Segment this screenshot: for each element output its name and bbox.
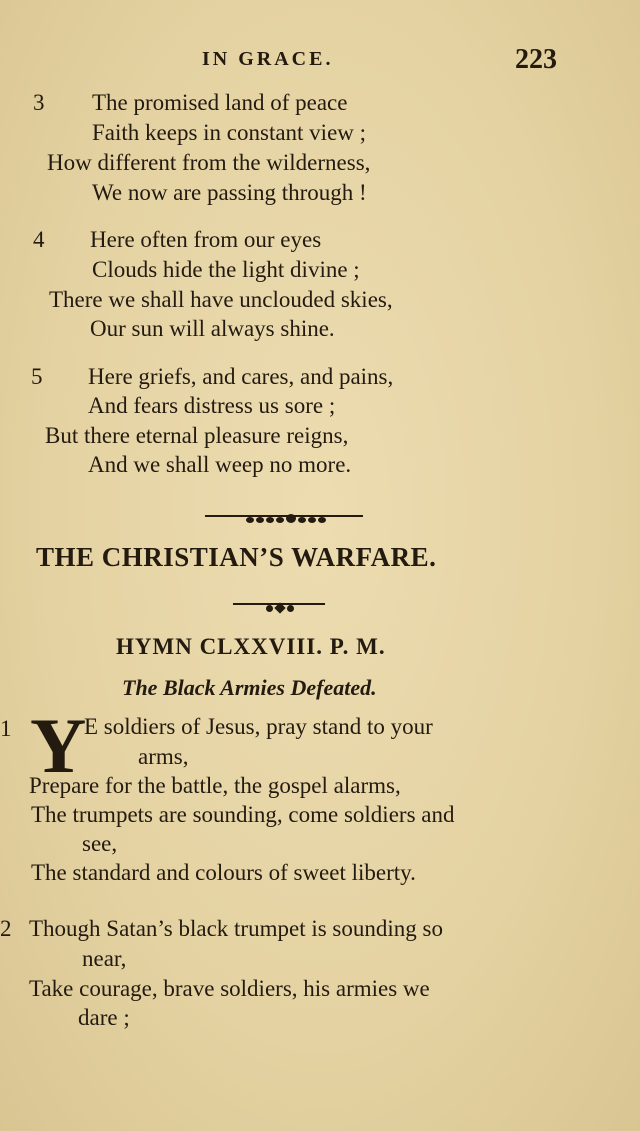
hymn-heading: HYMN CLXXVIII. P. M. — [116, 634, 386, 659]
verse-line: arms, — [138, 744, 189, 769]
verse-line: And fears distress us sore ; — [88, 393, 336, 418]
verse-line: But there eternal pleasure reigns, — [45, 423, 349, 448]
section-title: THE CHRISTIAN’S WARFARE. — [36, 542, 437, 572]
verse-line: The standard and colours of sweet liberty. — [31, 860, 416, 885]
ornamental-rule — [233, 598, 325, 610]
stanza-number: 5 — [31, 364, 43, 389]
verse-line: E soldiers of Jesus, pray stand to your — [84, 714, 433, 739]
ornamental-rule — [205, 510, 363, 522]
verse-line: The trumpets are sounding, come soldiers and — [31, 802, 455, 827]
verse-line: Prepare for the battle, the gospel alarms, — [29, 773, 401, 798]
verse-line: Here often from our eyes — [90, 227, 322, 252]
verse-line: Clouds hide the light divine ; — [92, 257, 360, 282]
verse-line: There we shall have unclouded skies, — [49, 287, 393, 312]
stanza-number: 2 — [0, 916, 12, 941]
page-number: 223 — [515, 44, 557, 75]
verse-line: Though Satan’s black trumpet is sounding so — [29, 916, 443, 941]
drop-cap: Y — [30, 702, 87, 789]
verse-line: Here griefs, and cares, and pains, — [88, 364, 394, 389]
running-title: IN GRACE. — [202, 48, 334, 70]
verse-line: see, — [82, 831, 118, 856]
stanza-number: 4 — [33, 227, 45, 252]
stanza-number: 1 — [0, 716, 12, 741]
verse-line: Our sun will always shine. — [90, 316, 335, 341]
stanza-number: 3 — [33, 90, 45, 115]
verse-line: And we shall weep no more. — [88, 452, 352, 477]
verse-line: Take courage, brave soldiers, his armies we — [29, 976, 430, 1001]
verse-line: dare ; — [78, 1005, 130, 1030]
verse-line: We now are passing through ! — [92, 180, 367, 205]
hymn-subtitle: The Black Armies Defeated. — [122, 675, 377, 700]
verse-line: Faith keeps in constant view ; — [92, 120, 367, 145]
verse-line: The promised land of peace — [92, 90, 348, 115]
verse-line: near, — [82, 946, 127, 971]
verse-line: How different from the wilderness, — [47, 150, 371, 175]
